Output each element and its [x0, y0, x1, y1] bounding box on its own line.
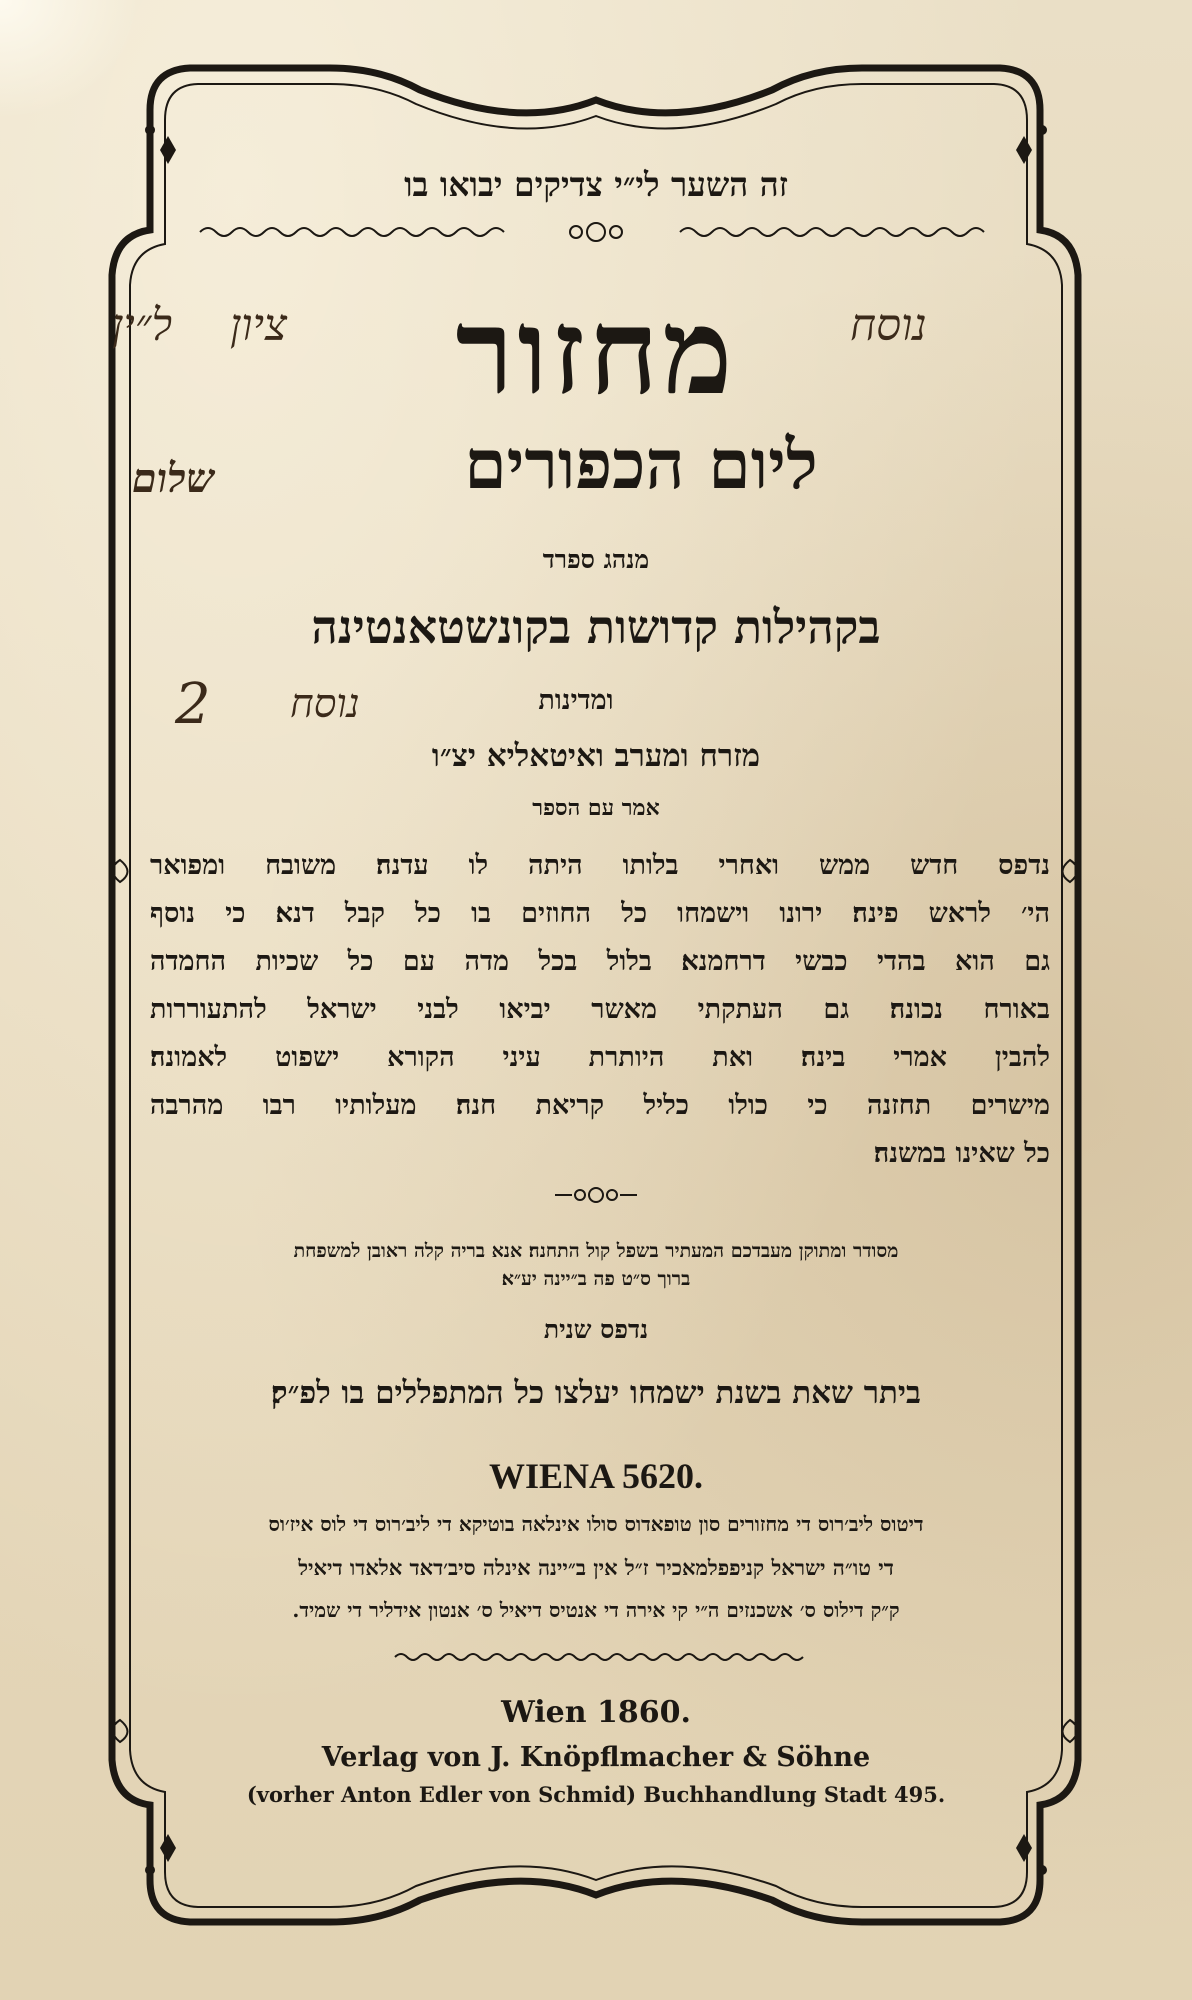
ladino-line-3: ק״ק דילוס ס׳ אשכנזים ה״י קי אירה די אנטיס דיאיל ס׳ אנטון אידליר די שמיד.	[292, 1598, 900, 1622]
description-line-6: מישרים תחזנה כי כולו כליל קריאת חנה׃ מעלותיו רבו מהרבה	[150, 1090, 1050, 1121]
handwritten-note-left: ל״ין	[112, 300, 173, 351]
communities-line: בקהילות קדושות בקונשטאנטינה	[311, 600, 881, 654]
handwritten-note-mid: ציון	[230, 300, 288, 351]
description-line-1: נדפס חדש ממש ואחרי בלותו היתה לו עדנה׃ משובח ומפואר	[150, 850, 1050, 881]
said-with-book-line: אמר עם הספר	[532, 795, 660, 821]
sub-title: ליום הכפורים	[464, 425, 818, 505]
main-title: מחזור	[455, 282, 737, 421]
editor-line-1: מסודר ומתוקן מעבדכם המעתיר בשפל קול התחנה׃ אנא בריה קלה ראובן למשפחת	[293, 1240, 899, 1262]
description-line-4: באורח נכונה׃ גם העתקתי מאשר יביאו לבני ישראל להתעוררות	[150, 994, 1050, 1025]
handwritten-note-middle: נוסח	[290, 681, 360, 727]
rite-line: מנהג ספרד	[542, 545, 650, 574]
ladino-line-2: די טו״ה ישראל קניפפלמאכיר ז״ל אין ב״יינה אינלה סיב׳דאד אלאדו דיאיל	[298, 1555, 894, 1580]
publisher-verlag: Verlag von J. Knöpflmacher & Söhne	[321, 1742, 871, 1773]
edition-year-line: ביתר שאת בשנת ישמחו יעלצו כל המתפללים בו לפ״ק׃	[271, 1375, 921, 1411]
description-line-5: להבין אמרי בינה׃ ואת היותרת עיני הקורא ישפוט לאמונה׃	[150, 1042, 1050, 1073]
description-line-7: כל שאינו במשנה׃	[873, 1138, 1050, 1169]
handwritten-number: 2	[175, 672, 211, 737]
editor-line-2: ברוך ס״ט פה ב״יינה יע״א׃	[501, 1268, 691, 1290]
regions-line: מזרח ומערב ואיטאליא יצ״ו	[431, 738, 761, 774]
top-motto: זה השער לי״י צדיקים יבואו בו	[404, 165, 788, 204]
description-line-3: גם הוא בהדי כבשי דרחמנא׃ בלול בכל מדה עם כל שכיות החמדה	[150, 946, 1050, 977]
handwritten-side-note: שלום	[132, 455, 215, 502]
countries-line: ומדינות	[538, 685, 614, 716]
ladino-line-1: דיטוס ליב׳רוס די מחזורים סון טופאדוס סולו אינלאה בוטיקא די ליב׳רוס די לוס איז׳וס	[268, 1512, 924, 1536]
imprint-latin: WIENA 5620.	[488, 1456, 704, 1496]
description-line-2: הי׳ לראש פינה׃ ירונו וישמחו כל החוזים בו כל קבל דנא׃ כי נוסף	[150, 898, 1050, 929]
edition-label: נדפס שנית	[543, 1315, 649, 1344]
publisher-formerly: (vorher Anton Edler von Schmid) Buchhandlung Stadt 495.	[246, 1782, 946, 1807]
publisher-place-year: Wien 1860.	[501, 1695, 691, 1730]
handwritten-note-right: נוסח	[850, 300, 927, 351]
